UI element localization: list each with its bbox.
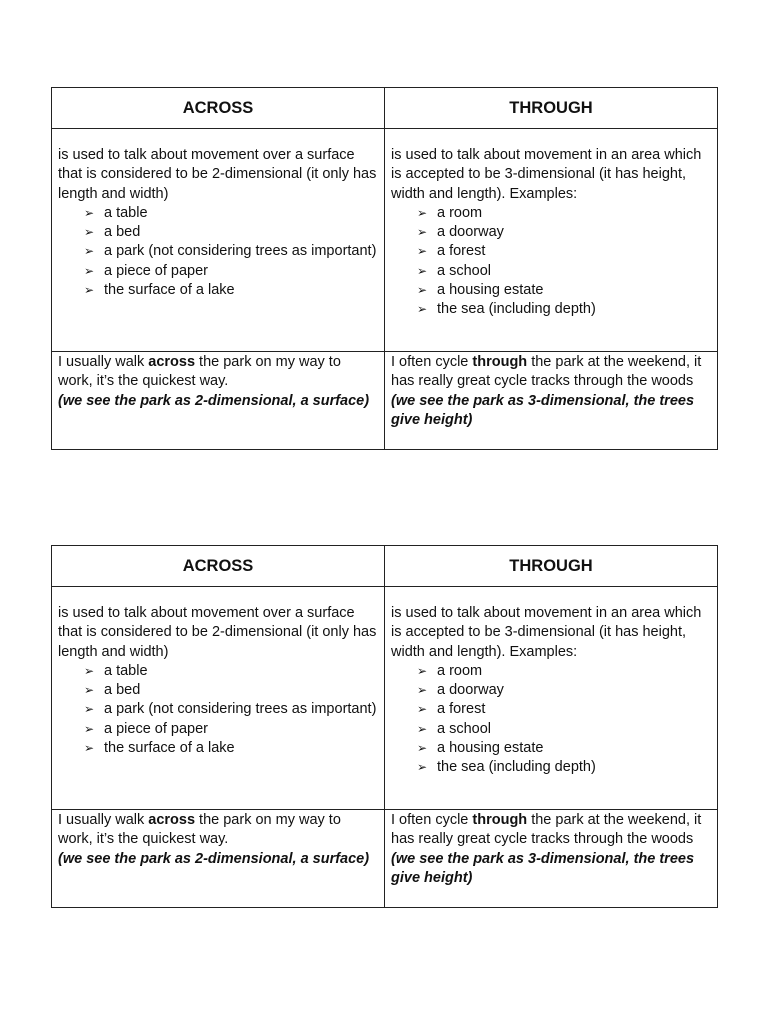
across-example-sentence: I usually walk across the park on my way to work, it’s the quickest way.: [58, 354, 341, 390]
example-row: [52, 810, 718, 908]
list-item: ➢ a park (not considering trees as important): [84, 700, 378, 719]
across-definition-text: is used to talk about movement over a surface that is considered to be 2-dimensional (it only has length and width): [58, 605, 377, 660]
arrowhead-bullet-icon: ➢: [84, 721, 95, 736]
keyword-through: through: [472, 812, 528, 828]
across-examples-list: [58, 204, 378, 300]
list-item: ➢ a doorway: [417, 681, 711, 700]
arrowhead-bullet-icon: ➢: [84, 663, 95, 678]
list-item: ➢ the surface of a lake: [84, 739, 378, 758]
list-item: ➢ a room: [417, 204, 711, 223]
across-example-cell: [52, 810, 385, 908]
through-example-sentence: I often cycle through the park at the weekend, it has really great cycle tracks through the woods: [391, 354, 702, 390]
keyword-across: across: [148, 812, 196, 828]
list-item: ➢ a forest: [417, 700, 711, 719]
arrowhead-bullet-icon: ➢: [84, 244, 95, 259]
header-across: ACROSS: [52, 546, 385, 587]
through-definition-text: is used to talk about movement in an area which is accepted to be 3-dimensional (it has height, width and length). Examples:: [391, 605, 702, 660]
arrowhead-bullet-icon: ➢: [417, 760, 428, 775]
arrowhead-bullet-icon: ➢: [417, 225, 428, 240]
example-row: [52, 352, 718, 450]
through-example-cell: [385, 810, 718, 908]
definition-row: [52, 587, 718, 810]
header-row: [52, 546, 718, 587]
list-item: ➢ a housing estate: [417, 739, 711, 758]
keyword-across: across: [148, 354, 196, 370]
through-definition-text: is used to talk about movement in an area which is accepted to be 3-dimensional (it has height, width and length). Examples:: [391, 147, 702, 202]
arrowhead-bullet-icon: ➢: [84, 283, 95, 298]
across-example-note: (we see the park as 2-dimensional, a surface): [58, 392, 370, 409]
list-item: ➢ a school: [417, 720, 711, 739]
arrowhead-bullet-icon: ➢: [417, 741, 428, 756]
list-item: ➢ a forest: [417, 242, 711, 261]
arrowhead-bullet-icon: ➢: [84, 683, 95, 698]
arrowhead-bullet-icon: ➢: [417, 283, 428, 298]
list-item: ➢ a table: [84, 204, 378, 223]
comparison-table-2: [51, 545, 718, 908]
arrowhead-bullet-icon: ➢: [84, 205, 95, 220]
arrowhead-bullet-icon: ➢: [417, 663, 428, 678]
across-example-cell: [52, 352, 385, 450]
list-item: ➢ the sea (including depth): [417, 300, 711, 319]
across-definition-cell: [52, 587, 385, 810]
list-item: ➢ a bed: [84, 681, 378, 700]
through-definition-cell: [385, 587, 718, 810]
arrowhead-bullet-icon: ➢: [417, 721, 428, 736]
through-example-sentence: I often cycle through the park at the weekend, it has really great cycle tracks through the woods: [391, 812, 702, 848]
list-item: ➢ a room: [417, 662, 711, 681]
arrowhead-bullet-icon: ➢: [417, 702, 428, 717]
arrowhead-bullet-icon: ➢: [417, 263, 428, 278]
list-item: ➢ a piece of paper: [84, 720, 378, 739]
comparison-table-1: [51, 87, 718, 450]
list-item: ➢ the surface of a lake: [84, 281, 378, 300]
list-item: ➢ a table: [84, 662, 378, 681]
through-example-cell: [385, 352, 718, 450]
arrowhead-bullet-icon: ➢: [417, 205, 428, 220]
header-through: THROUGH: [385, 546, 718, 587]
list-item: ➢ a school: [417, 262, 711, 281]
list-item: ➢ a housing estate: [417, 281, 711, 300]
across-examples-list: [58, 662, 378, 758]
list-item: ➢ a park (not considering trees as important): [84, 242, 378, 261]
list-item: ➢ a bed: [84, 223, 378, 242]
keyword-through: through: [472, 354, 528, 370]
through-example-note: (we see the park as 3-dimensional, the trees give height): [391, 850, 695, 886]
header-through: THROUGH: [385, 88, 718, 129]
arrowhead-bullet-icon: ➢: [84, 225, 95, 240]
header-across: ACROSS: [52, 88, 385, 129]
list-item: ➢ a doorway: [417, 223, 711, 242]
across-example-note: (we see the park as 2-dimensional, a surface): [58, 850, 370, 867]
arrowhead-bullet-icon: ➢: [417, 244, 428, 259]
arrowhead-bullet-icon: ➢: [417, 302, 428, 317]
arrowhead-bullet-icon: ➢: [84, 741, 95, 756]
through-examples-list: [391, 204, 711, 320]
list-item: ➢ a piece of paper: [84, 262, 378, 281]
through-example-note: (we see the park as 3-dimensional, the trees give height): [391, 392, 695, 428]
through-definition-cell: [385, 129, 718, 352]
across-definition-text: is used to talk about movement over a surface that is considered to be 2-dimensional (it only has length and width): [58, 147, 377, 202]
arrowhead-bullet-icon: ➢: [84, 263, 95, 278]
through-examples-list: [391, 662, 711, 778]
arrowhead-bullet-icon: ➢: [417, 683, 428, 698]
definition-row: [52, 129, 718, 352]
header-row: [52, 88, 718, 129]
across-example-sentence: I usually walk across the park on my way to work, it’s the quickest way.: [58, 812, 341, 848]
list-item: ➢ the sea (including depth): [417, 758, 711, 777]
across-definition-cell: [52, 129, 385, 352]
arrowhead-bullet-icon: ➢: [84, 702, 95, 717]
